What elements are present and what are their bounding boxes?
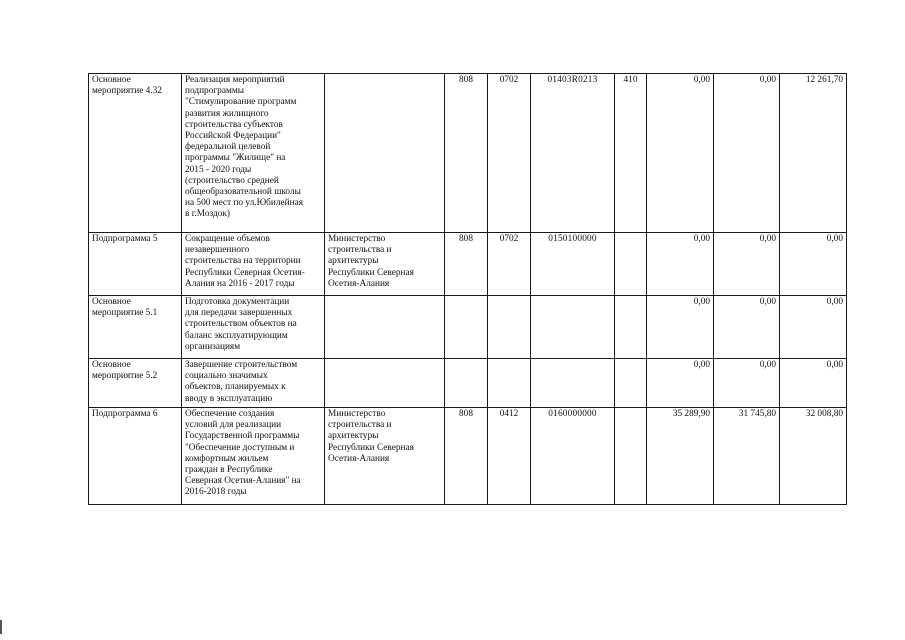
status-cell: Основное мероприятие 5.1 <box>89 296 182 359</box>
rzpr-cell: 0702 <box>488 74 531 233</box>
name-cell: Подготовка документации для передачи завершенных строительством объектов на баланс эксплуатирующим организациям <box>182 296 325 359</box>
executor-cell <box>325 359 445 408</box>
vr-cell <box>615 233 647 296</box>
table-row <box>89 359 847 408</box>
executor-cell: Министерство строительства и архитектуры Республики Северная Осетия-Алания <box>325 233 445 296</box>
grbs-cell: 808 <box>445 233 488 296</box>
csr-cell: 01403R0213 <box>531 74 615 233</box>
amount-2018-cell: 0,00 <box>780 296 847 359</box>
amount-2017-cell: 31 745,80 <box>714 408 780 505</box>
csr-cell: 0150100000 <box>531 233 615 296</box>
rzpr-cell <box>488 359 531 408</box>
executor-cell <box>325 74 445 233</box>
amount-2018-cell: 32 008,80 <box>780 408 847 505</box>
grbs-cell <box>445 296 488 359</box>
executor-cell: Министерство строительства и архитектуры Республики Северная Осетия-Алания <box>325 408 445 505</box>
rzpr-cell: 0412 <box>488 408 531 505</box>
amount-2017-cell: 0,00 <box>714 74 780 233</box>
status-cell: Подпрограмма 5 <box>89 233 182 296</box>
vr-cell <box>615 359 647 408</box>
grbs-cell <box>445 359 488 408</box>
status-cell: Подпрограмма 6 <box>89 408 182 505</box>
name-cell: Обеспечение создания условий для реализации Государственной программы "Обеспечение доступным и комфортным жильем граждан в Республике Северная Осетия-Алания" на 2016-2018 годы <box>182 408 325 505</box>
vr-cell <box>615 296 647 359</box>
amount-2018-cell: 0,00 <box>780 233 847 296</box>
amount-2016-cell: 0,00 <box>647 359 714 408</box>
table-row <box>89 74 847 233</box>
budget-table <box>88 73 847 505</box>
csr-cell <box>531 296 615 359</box>
name-cell: Реализация мероприятий подпрограммы "Стимулирование программ развития жилищного строительства субъектов Российской Федерации" федеральной целевой программы "Жилище" на 2015 - 2020 годы (строительство средней общеобразовательной школы на 500 мест по ул.Юбилейная в г.Моздок) <box>182 74 325 233</box>
rzpr-cell: 0702 <box>488 233 531 296</box>
csr-cell: 0160000000 <box>531 408 615 505</box>
amount-2018-cell: 12 261,70 <box>780 74 847 233</box>
amount-2017-cell: 0,00 <box>714 359 780 408</box>
table-row <box>89 296 847 359</box>
name-cell: Сокращение объемов незавершенного строительства на территории Республики Северная Осетия- Алания на 2016 - 2017 годы <box>182 233 325 296</box>
table-row <box>89 408 847 505</box>
name-cell: Завершение строительством социально значимых объектов, планируемых к вводу в эксплуатацию <box>182 359 325 408</box>
rzpr-cell <box>488 296 531 359</box>
grbs-cell: 808 <box>445 408 488 505</box>
csr-cell <box>531 359 615 408</box>
amount-2017-cell: 0,00 <box>714 296 780 359</box>
status-cell: Основное мероприятие 5.2 <box>89 359 182 408</box>
executor-cell <box>325 296 445 359</box>
vr-cell: 410 <box>615 74 647 233</box>
amount-2018-cell: 0,00 <box>780 359 847 408</box>
grbs-cell: 808 <box>445 74 488 233</box>
amount-2016-cell: 0,00 <box>647 233 714 296</box>
status-cell: Основное мероприятие 4.32 <box>89 74 182 233</box>
amount-2016-cell: 0,00 <box>647 74 714 233</box>
vr-cell <box>615 408 647 505</box>
amount-2017-cell: 0,00 <box>714 233 780 296</box>
scan-artifact <box>0 620 2 634</box>
table-row <box>89 233 847 296</box>
amount-2016-cell: 35 289,90 <box>647 408 714 505</box>
amount-2016-cell: 0,00 <box>647 296 714 359</box>
